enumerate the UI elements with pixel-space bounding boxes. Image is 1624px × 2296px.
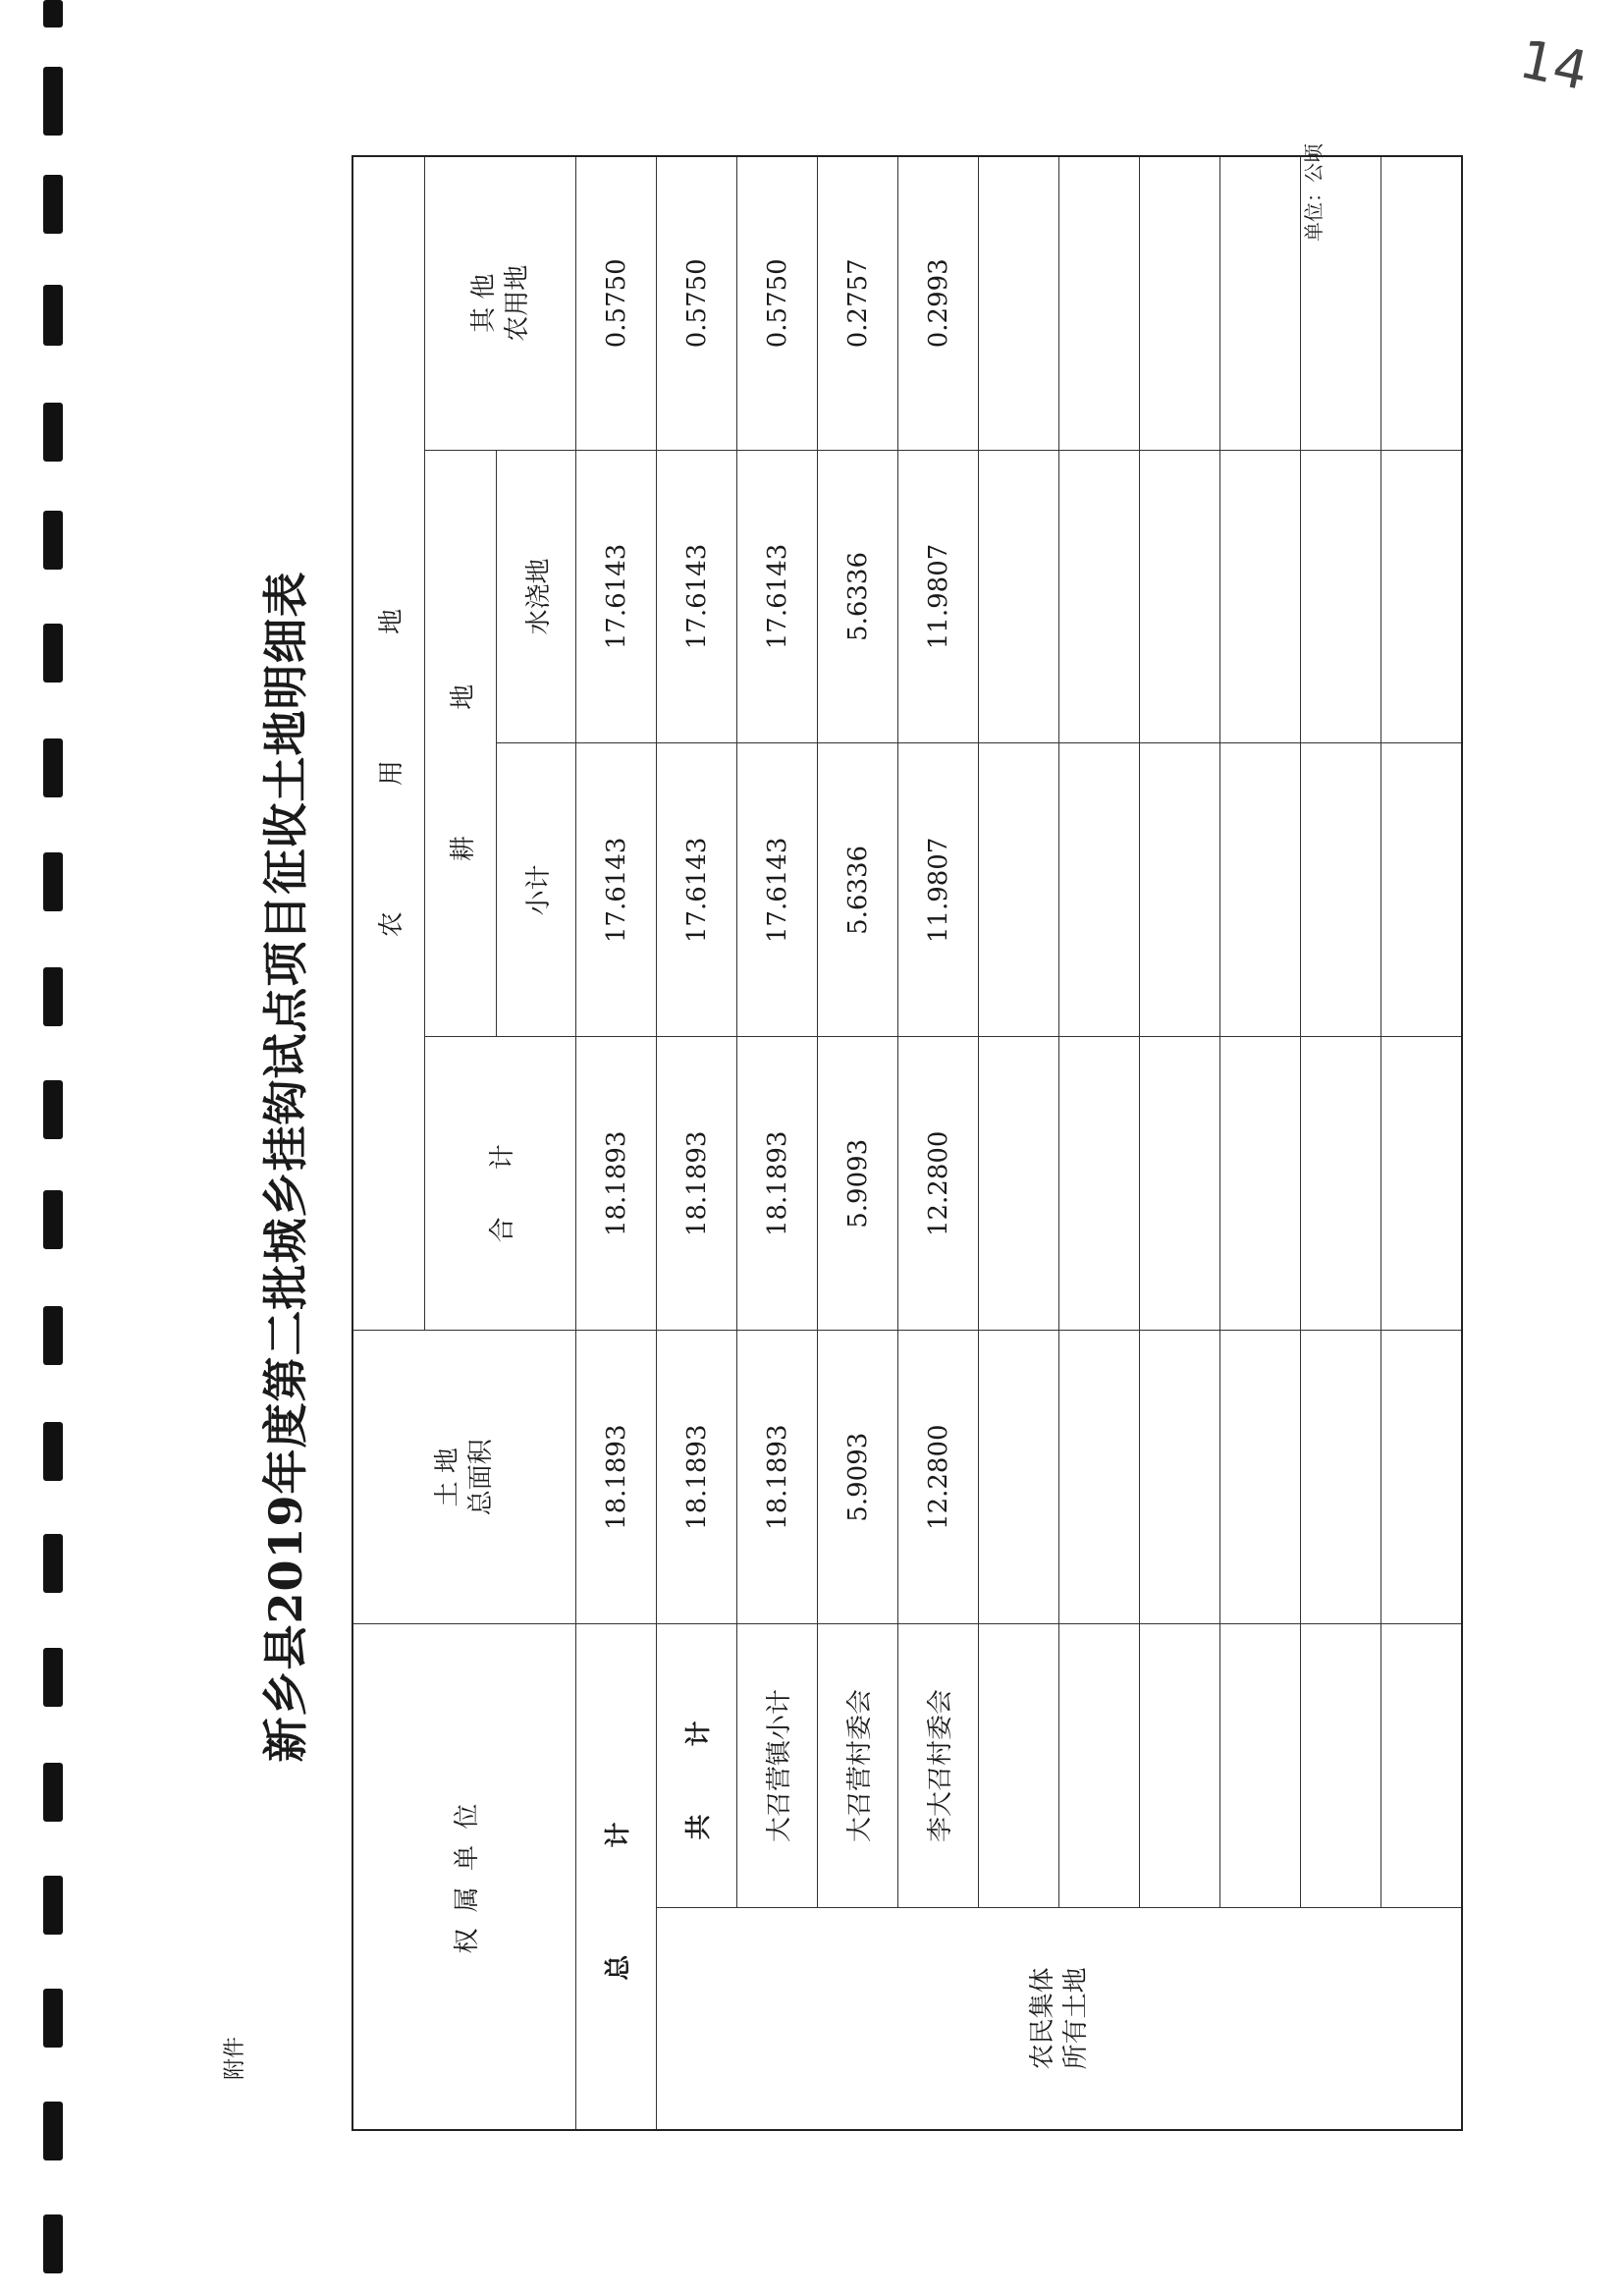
row-name: 大召营村委会 [818,1624,898,1908]
cell-cult-subtotal: 11.9807 [898,743,979,1037]
row-name: 共 计 [657,1624,737,1908]
unit-label: 单位：公顷 [1302,143,1326,242]
cell-agri-total: 18.1893 [657,1037,737,1331]
empty-table-row [1140,156,1220,2130]
header-total-land-area: 土 地 总面积 [352,1331,576,1624]
attachment-label: 附件 [223,2036,247,2080]
cell-irrigated: 11.9807 [898,450,979,743]
empty-table-row [1220,156,1301,2130]
cell-irrigated: 17.6143 [576,450,657,743]
cell-cult-subtotal: 17.6143 [657,743,737,1037]
header-agricultural-land: 农 用 地 [352,156,425,1331]
header-cult-subtotal: 小计 [497,743,576,1037]
table-row [657,156,737,2130]
cell-other-agri: 0.2757 [818,156,898,450]
group-label-collective-land: 农民集体 所有土地 [657,1907,1463,2130]
cell-other-agri: 0.5750 [737,156,818,450]
cell-total-area: 18.1893 [576,1331,657,1624]
cell-total-area: 18.1893 [657,1331,737,1624]
cell-cult-subtotal: 5.6336 [818,743,898,1037]
table-row [737,156,818,2130]
cell-agri-total: 12.2800 [898,1037,979,1331]
cell-total-area: 5.9093 [818,1331,898,1624]
row-name: 总 计 [576,1624,657,2130]
empty-table-row [1301,156,1381,2130]
header-agri-total: 合 计 [425,1037,576,1331]
cell-cult-subtotal: 17.6143 [737,743,818,1037]
cell-irrigated: 17.6143 [657,450,737,743]
empty-table-row [1381,156,1463,2130]
document-title: 新乡县2019年度第二批城乡挂钩试点项目征收土地明细表 [259,571,312,1763]
row-name: 李大召村委会 [898,1624,979,1908]
header-other-agri-land: 其 他 农用地 [425,156,576,450]
cell-total-area: 18.1893 [737,1331,818,1624]
cell-agri-total: 18.1893 [576,1037,657,1331]
cell-agri-total: 5.9093 [818,1037,898,1331]
cell-other-agri: 0.2993 [898,156,979,450]
cell-other-agri: 0.5750 [576,156,657,450]
header-cultivated-land: 耕 地 [425,450,497,1037]
empty-table-row [979,156,1059,2130]
header-irrigated: 水浇地 [497,450,576,743]
table-row [818,156,898,2130]
table-row [576,156,657,2130]
cell-cult-subtotal: 17.6143 [576,743,657,1037]
cell-agri-total: 18.1893 [737,1037,818,1331]
cell-irrigated: 17.6143 [737,450,818,743]
row-name: 大召营镇小计 [737,1624,818,1908]
empty-table-row [1059,156,1140,2130]
header-ownership-unit: 权 属 单 位 [352,1624,576,2130]
table-row [898,156,979,2130]
cell-irrigated: 5.6336 [818,450,898,743]
cell-total-area: 12.2800 [898,1331,979,1624]
land-detail-table [352,155,1463,2131]
cell-other-agri: 0.5750 [657,156,737,450]
handwritten-page-number: 14 [1514,27,1594,103]
